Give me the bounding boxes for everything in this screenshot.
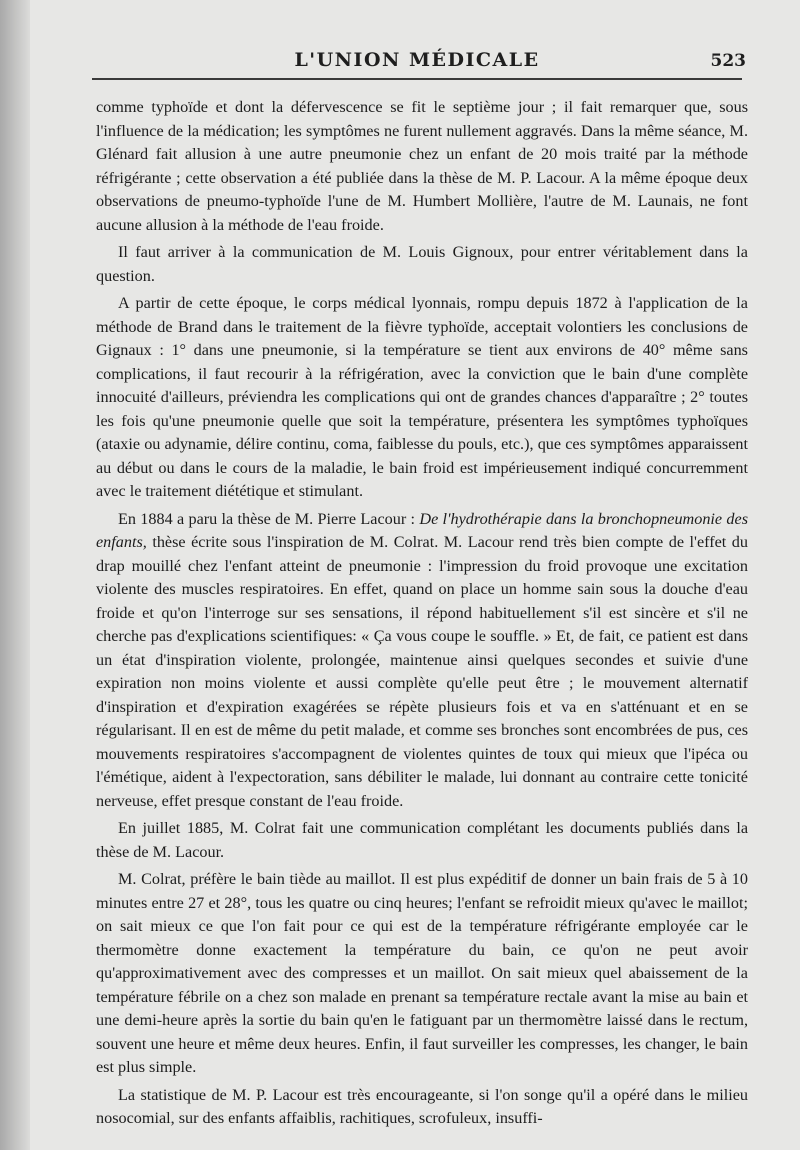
paragraph-4-lead: En 1884 a paru la thèse de M. Pierre Lacour :	[118, 509, 420, 528]
paragraph-7: La statistique de M. P. Lacour est très encourageante, si l'on songe qu'il a opéré dans le milieu nosocomial, sur des enfants affaiblis, rachitiques, scrofuleux, insuffi-	[96, 1085, 748, 1127]
body-text	[96, 96, 748, 1135]
paragraph-1: comme typhoïde et dont la défervescence se fit le septième jour ; il fait remarquer que, sous l'influence de la médication; les symptômes ne furent nullement aggravés. Dans la même séance, M. Glénard fait allusion à une autre pneumonie chez un enfant de 20 mois traité par la méthode réfrigérante ; cette observation a été publiée dans la thèse de M. P. Lacour. A la même époque deux observations de pneumo-typhoïde l'une de M. Humbert Mollière, l'autre de M. Launais, ne font aucune allusion à la méthode de l'eau froide.	[96, 98, 748, 234]
paragraph-5: En juillet 1885, M. Colrat fait une communication complétant les documents publiés dans la thèse de M. Lacour.	[96, 819, 748, 861]
paragraph-4-rest: thèse écrite sous l'inspiration de M. Colrat. M. Lacour rend très bien compte de l'effet du drap mouillé chez l'enfant atteint de pneumonie : l'impression du froid provoque une excitation violente des muscles respiratoires. En effet, quand on place un homme sain sous la douche d'eau froide et qu'on l'interroge sur ses sensations, il répond habituellement s'il est sincère et s'il ne cherche pas d'explications scientifiques: « Ça vous coupe le souffle. » Et, de fait, ce patient est dans un état d'inspiration violente, prolongée, maintenue ainsi quelques secondes et suivie d'une expiration non moins violente et aussi complète qu'elle peut être ; le mouvement alternatif d'inspiration et d'expiration exagérées se répète plusieurs fois et va en s'atténuant et en se régularisant. Il en est de même du petit malade, et comme ses bronches sont encombrées de pus, ces mouvements respiratoires s'accompagnent de violentes quintes de toux qui mieux que l'ipéca ou l'émétique, aident à l'expectoration, sans débiliter le malade, lui donnant au contraire cette tonicité nerveuse, effet presque constant de l'eau froide.	[96, 533, 748, 810]
paragraph-6: M. Colrat, préfère le bain tiède au maillot. Il est plus expéditif de donner un bain frais de 5 à 10 minutes entre 27 et 28°, tous les quatre ou cinq heures; l'enfant se refroidit mieux qu'avec le maillot; on sait mieux ce que l'on fait pour ce qui est de la température réfrigérante employée car le thermomètre donne exactement la température du bain, ce qu'on ne peut avoir qu'approximativement avec des compresses et un maillot. On sait mieux quel abaissement de la température fébrile on a chez son malade en prenant sa température rectale avant la mise au bain et une demi-heure après la sortie du bain qu'en le fatiguant par un thermomètre laissé dans le rectum, souvent une heure et même deux heures. Enfin, il faut surveiller les compresses, les changer, le bain est plus simple.	[96, 870, 748, 1076]
paragraph-2: Il faut arriver à la communication de M. Louis Gignoux, pour entrer véritablement dans la question.	[96, 243, 748, 285]
paragraph-3: A partir de cette époque, le corps médical lyonnais, rompu depuis 1872 à l'application de la méthode de Brand dans le traitement de la fièvre typhoïde, acceptait volontiers les conclusions de Gignaux : 1° dans une pneumonie, si la température se tient aux environs de 40° même sans complications, il faut recourir à la réfrigération, avec la conviction que le bain d'une complète innocuité d'ailleurs, préviendra les complications qui ont de grandes chances d'apparaître ; 2° toutes les fois qu'une pneumonie quelle que soit la température, présentera les symptômes typhoïques (ataxie ou adynamie, délire continu, coma, faiblesse du pouls, etc.), que ces symptômes apparaissent au début ou dans le cours de la maladie, le bain froid est impérieusement indiqué concurremment avec le traitement diététique et stimulant.	[96, 294, 748, 500]
header-rule	[92, 78, 742, 80]
page-header	[92, 46, 746, 80]
paragraph-4	[96, 508, 748, 814]
thesis-title: De l'hydrothérapie dans la bronchopneumonie des enfants,	[96, 509, 748, 551]
page-number: 523	[710, 51, 746, 71]
running-title: L'UNION MÉDICALE	[294, 49, 540, 71]
